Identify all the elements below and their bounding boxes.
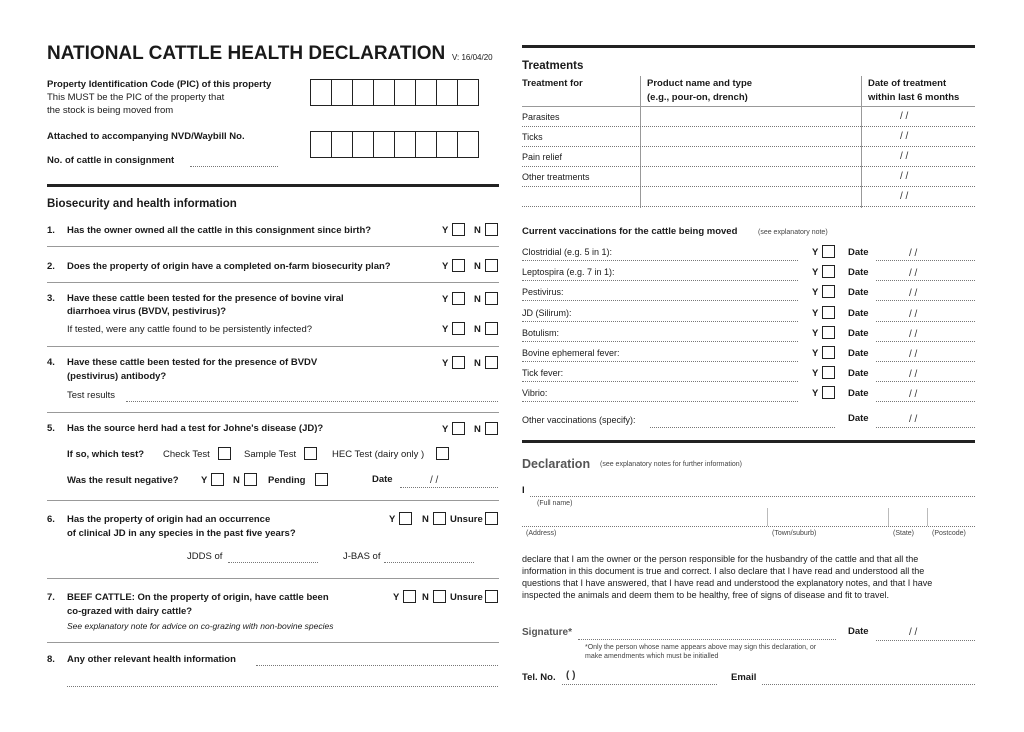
signature-date-field[interactable] (876, 640, 975, 641)
vaccination-date-field[interactable] (876, 341, 975, 342)
q8-field-line-1[interactable] (256, 665, 498, 666)
q3-no-checkbox[interactable] (485, 292, 498, 305)
no-label: N (474, 424, 481, 435)
date-separators: / / (430, 475, 439, 486)
treatment-row-divider (522, 206, 975, 207)
yes-label: Y (812, 368, 819, 380)
q1-yes-checkbox[interactable] (452, 223, 465, 236)
jdds-label: JDDS of (187, 551, 223, 562)
date-header-line-1: Date of treatment (868, 78, 947, 89)
jbas-field[interactable] (384, 562, 474, 563)
no-label: N (233, 475, 240, 486)
product-header-line-2: (e.g., pour-on, drench) (647, 92, 748, 103)
treatment-date-field[interactable]: / / (900, 111, 909, 122)
pic-note-line-1: This MUST be the PIC of the property that (47, 92, 225, 103)
declaration-text-line-1: declare that I am the owner or the person responsible for the husbandry of the cattle and that all the (522, 554, 919, 564)
q3-infected-yes-checkbox[interactable] (452, 322, 465, 335)
which-test-label: If so, which test? (67, 449, 145, 460)
treatment-row-label: Ticks (522, 132, 543, 142)
version-label: V: 16/04/20 (452, 53, 493, 62)
vaccination-date-field[interactable] (876, 260, 975, 261)
vaccination-label: JD (Silirum): (522, 307, 572, 318)
date-separators: / / (909, 308, 918, 320)
other-vaccinations-field[interactable] (650, 427, 835, 428)
declaration-i: I (522, 485, 525, 496)
biosecurity-section-title: Biosecurity and health information (47, 198, 237, 210)
treatment-row-divider (522, 186, 975, 187)
no-label: N (474, 294, 481, 305)
pending-label: Pending (268, 475, 306, 486)
q2-no-checkbox[interactable] (485, 259, 498, 272)
jbas-label: J-BAS of (343, 551, 381, 562)
treatment-for-header: Treatment for (522, 78, 583, 89)
date-separators: / / (909, 414, 918, 425)
treatment-row-divider (522, 126, 975, 127)
hec-test-label: HEC Test (dairy only ) (332, 449, 425, 460)
q5-date-field[interactable] (400, 487, 498, 488)
vaccination-row-line (522, 321, 798, 322)
vaccination-label: Leptospira (e.g. 7 in 1): (522, 267, 615, 278)
question-6-text-line-1: Has the property of origin had an occurrence (67, 514, 271, 525)
date-separators: / / (909, 328, 918, 340)
full-name-caption: (Full name) (537, 500, 573, 507)
treatment-product-field[interactable] (641, 188, 860, 206)
vaccination-label: Bovine ephemeral fever: (522, 348, 620, 358)
question-7-text-line-1: BEEF CATTLE: On the property of origin, have cattle been (67, 592, 329, 603)
q4-no-checkbox[interactable] (485, 356, 498, 369)
treatment-row-divider (522, 146, 975, 147)
treatment-row-label: Parasites (522, 112, 560, 122)
check-test-checkbox[interactable] (218, 447, 231, 460)
treatment-product-field[interactable] (641, 148, 860, 166)
divider (47, 500, 499, 501)
date-label: Date (848, 368, 869, 380)
question-1-text: Has the owner owned all the cattle in this consignment since birth? (67, 225, 372, 236)
date-label: Date (848, 307, 869, 319)
divider (47, 578, 499, 579)
column-divider (861, 76, 862, 208)
yes-label: Y (442, 294, 449, 305)
vaccination-date-field[interactable] (876, 361, 975, 362)
divider (47, 246, 499, 247)
cattle-count-field[interactable] (190, 166, 278, 167)
vaccination-label: Botulism: (522, 327, 560, 338)
q6-yes-checkbox[interactable] (399, 512, 412, 525)
column-divider (927, 508, 928, 526)
page-title: NATIONAL CATTLE HEALTH DECLARATION (47, 43, 446, 64)
question-4-text-line-1: Have these cattle been tested for the presence of BVDV (67, 357, 318, 368)
nvd-label: Attached to accompanying NVD/Waybill No. (47, 131, 245, 142)
question-3-text-line-1: Have these cattle been tested for the presence of bovine viral (67, 293, 344, 304)
no-label: N (474, 225, 481, 236)
treatment-product-field[interactable] (641, 108, 860, 126)
treatment-row-divider (522, 166, 975, 167)
declaration-note: (see explanatory notes for further information) (600, 461, 743, 468)
yes-label: Y (442, 424, 449, 435)
date-separators: / / (909, 349, 918, 360)
vaccination-row-line (522, 401, 798, 402)
question-3-text-line-2: diarrhoea virus (BVDV, pestivirus)? (67, 306, 227, 317)
section-divider (47, 184, 499, 187)
q6-no-checkbox[interactable] (433, 512, 446, 525)
divider (522, 106, 975, 107)
yes-label: Y (201, 475, 208, 486)
town-caption: (Town/suburb) (772, 530, 817, 537)
divider (47, 642, 499, 643)
q7-unsure-checkbox[interactable] (485, 590, 498, 603)
hec-test-checkbox[interactable] (436, 447, 449, 460)
yes-label: Y (812, 348, 819, 359)
section-divider (522, 45, 975, 48)
question-6-number: 6. (47, 514, 55, 525)
vaccination-row-line (522, 300, 798, 301)
treatment-date-field[interactable]: / / (900, 131, 909, 142)
q7-no-checkbox[interactable] (433, 590, 446, 603)
date-label: Date (848, 348, 869, 359)
vaccination-date-field[interactable] (876, 300, 975, 301)
pic-note-line-2: the stock is being moved from (47, 105, 174, 116)
question-5-text: Has the source herd had a test for Johne's disease (JD)? (67, 423, 324, 434)
question-7-note: See explanatory note for advice on co-grazing with non-bovine species (67, 621, 334, 631)
date-separators: / / (909, 248, 918, 259)
date-separators: / / (909, 389, 918, 401)
question-5-number: 5. (47, 423, 55, 434)
state-caption: (State) (893, 530, 915, 537)
test-results-field[interactable] (126, 401, 498, 402)
signature-label: Signature* (522, 627, 573, 638)
vaccination-yes-checkbox[interactable] (822, 326, 835, 339)
date-label: Date (848, 413, 869, 424)
q5-yes-checkbox[interactable] (452, 422, 465, 435)
date-label: Date (848, 247, 869, 258)
date-label: Date (848, 327, 869, 339)
q2-yes-checkbox[interactable] (452, 259, 465, 272)
question-7-number: 7. (47, 592, 55, 603)
vaccinations-note: (see explanatory note) (758, 229, 828, 236)
treatment-date-field[interactable]: / / (900, 171, 909, 182)
tel-field[interactable] (562, 684, 717, 685)
vaccination-label: Vibrio: (522, 388, 548, 399)
treatment-date-field[interactable]: / / (900, 191, 909, 202)
vaccination-yes-checkbox[interactable] (822, 245, 835, 258)
test-results-label: Test results (67, 390, 116, 401)
unsure-label: Unsure (450, 514, 483, 525)
date-header-line-2: within last 6 months (868, 92, 960, 103)
pic-input-boxes[interactable] (310, 79, 478, 106)
question-2-text: Does the property of origin have a completed on-farm biosecurity plan? (67, 261, 391, 272)
question-1-number: 1. (47, 225, 55, 236)
no-label: N (474, 261, 481, 272)
negative-no-checkbox[interactable] (244, 473, 257, 486)
address-caption: (Address) (526, 530, 557, 537)
pic-label: Property Identification Code (PIC) of this property (47, 79, 272, 90)
vaccination-yes-checkbox[interactable] (822, 366, 835, 379)
vaccination-yes-checkbox[interactable] (822, 346, 835, 359)
no-label: N (422, 592, 429, 603)
vaccination-date-field[interactable] (876, 401, 975, 402)
other-vaccination-date-field[interactable] (876, 427, 975, 428)
question-4-text-line-2: (pestivirus) antibody? (67, 371, 167, 382)
check-test-label: Check Test (163, 449, 210, 460)
vaccination-row-line (522, 381, 798, 382)
yes-label: Y (812, 307, 819, 319)
treatment-row-label: Other treatments (522, 172, 590, 182)
vaccination-date-field[interactable] (876, 381, 975, 382)
tel-parens: ( ) (566, 670, 576, 681)
no-label: N (474, 358, 481, 369)
yes-label: Y (812, 247, 819, 258)
q1-no-checkbox[interactable] (485, 223, 498, 236)
nvd-input-boxes[interactable] (310, 131, 478, 158)
email-field[interactable] (762, 684, 975, 685)
date-label: Date (372, 474, 393, 485)
vaccination-yes-checkbox[interactable] (822, 386, 835, 399)
vaccination-date-field[interactable] (876, 280, 975, 281)
q8-field-line-2[interactable] (67, 686, 498, 687)
tel-label: Tel. No. (522, 672, 556, 683)
question-8-text: Any other relevant health information (67, 654, 236, 665)
treatment-product-field[interactable] (641, 128, 860, 146)
declaration-text-line-4: inspected the animals and deem them to be healthy, free of signs of disease and fit to travel. (522, 590, 890, 600)
q5-no-checkbox[interactable] (485, 422, 498, 435)
divider (47, 346, 499, 347)
date-label: Date (848, 388, 869, 400)
q7-yes-checkbox[interactable] (403, 590, 416, 603)
signature-note-line-1: *Only the person whose name appears above may sign this declaration, or (585, 644, 817, 651)
yes-label: Y (389, 514, 396, 525)
treatment-product-field[interactable] (641, 168, 860, 186)
vaccination-yes-checkbox[interactable] (822, 265, 835, 278)
question-6-text-line-2: of clinical JD in any species in the past five years? (67, 528, 296, 539)
vaccination-row-line (522, 260, 798, 261)
question-3-number: 3. (47, 293, 55, 304)
sample-test-label: Sample Test (244, 449, 297, 460)
vaccination-label: Tick fever: (522, 368, 564, 379)
email-label: Email (731, 672, 757, 683)
question-8-number: 8. (47, 654, 55, 665)
vaccination-label: Pestivirus: (522, 287, 564, 298)
q4-yes-checkbox[interactable] (452, 356, 465, 369)
date-label: Date (848, 287, 869, 299)
treatment-row-label: Pain relief (522, 152, 563, 162)
result-negative-label: Was the result negative? (67, 475, 179, 486)
date-separators: / / (909, 288, 918, 300)
section-divider (522, 440, 975, 443)
declaration-text-line-2: information in this document is true and correct. I also declare that I have read and understood all the (522, 566, 925, 576)
yes-label: Y (442, 261, 449, 272)
yes-label: Y (442, 324, 449, 335)
divider (47, 282, 499, 283)
yes-label: Y (442, 358, 449, 369)
question-4-number: 4. (47, 357, 55, 368)
date-label: Date (848, 626, 869, 637)
postcode-caption: (Postcode) (932, 530, 966, 537)
no-label: N (474, 324, 481, 335)
yes-label: Y (812, 388, 819, 400)
question-7-text-line-2: co-grazed with dairy cattle? (67, 606, 193, 617)
vaccination-row-line (522, 280, 798, 281)
q3-infected-no-checkbox[interactable] (485, 322, 498, 335)
unsure-label: Unsure (450, 592, 483, 603)
vaccination-date-field[interactable] (876, 321, 975, 322)
yes-label: Y (812, 287, 819, 299)
vaccination-row-line (522, 341, 798, 342)
q3-yes-checkbox[interactable] (452, 292, 465, 305)
treatments-title: Treatments (522, 60, 584, 72)
pending-checkbox[interactable] (315, 473, 328, 486)
jdds-field[interactable] (228, 562, 318, 563)
no-label: N (422, 514, 429, 525)
yes-label: Y (812, 327, 819, 339)
vaccinations-title: Current vaccinations for the cattle being moved (522, 226, 738, 237)
date-label: Date (848, 267, 869, 279)
column-divider (767, 508, 768, 526)
date-separators: / / (909, 627, 918, 638)
signature-field[interactable] (578, 639, 836, 640)
product-header-line-1: Product name and type (647, 78, 753, 89)
full-name-field[interactable] (530, 496, 975, 497)
vaccination-yes-checkbox[interactable] (822, 306, 835, 319)
column-divider (888, 508, 889, 526)
vaccination-row-line (522, 361, 798, 362)
vaccination-label: Clostridial (e.g. 5 in 1): (522, 247, 613, 257)
divider (47, 412, 499, 413)
treatment-date-field[interactable]: / / (900, 151, 909, 162)
cattle-count-label: No. of cattle in consignment (47, 155, 175, 166)
question-2-number: 2. (47, 261, 55, 272)
date-separators: / / (909, 369, 918, 381)
date-separators: / / (909, 268, 918, 280)
negative-yes-checkbox[interactable] (211, 473, 224, 486)
yes-label: Y (393, 592, 400, 603)
other-vaccinations-label: Other vaccinations (specify): (522, 415, 636, 425)
declaration-title: Declaration (522, 457, 591, 471)
signature-note-line-2: make amendments which must be initialled (585, 653, 719, 660)
yes-label: Y (442, 225, 449, 236)
question-3-subquestion: If tested, were any cattle found to be persistently infected? (67, 324, 313, 335)
yes-label: Y (812, 267, 819, 279)
q6-unsure-checkbox[interactable] (485, 512, 498, 525)
vaccination-yes-checkbox[interactable] (822, 285, 835, 298)
declaration-text-line-3: questions that I have answered, that I have read and understood the explanatory notes, and that I have (522, 578, 933, 588)
address-field[interactable] (522, 526, 975, 527)
sample-test-checkbox[interactable] (304, 447, 317, 460)
